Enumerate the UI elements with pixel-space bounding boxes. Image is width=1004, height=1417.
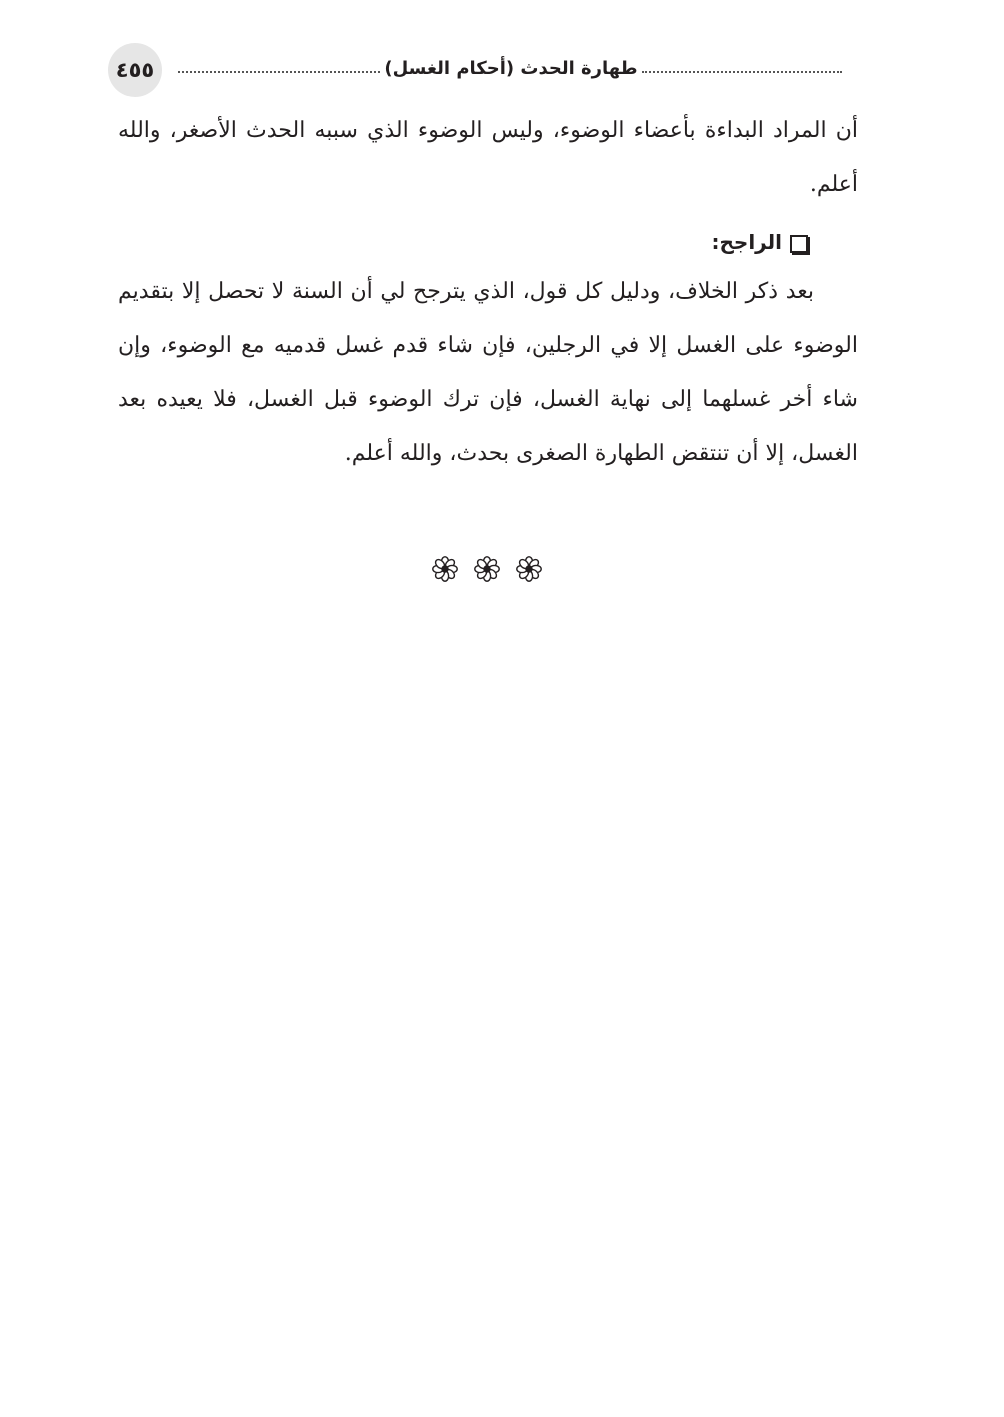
running-title: طهارة الحدث (أحكام الغسل) xyxy=(384,58,638,79)
flower-ornament-icon xyxy=(516,556,542,582)
section-heading-label: الراجح: xyxy=(711,230,782,254)
header-dotted-leader-left xyxy=(178,71,380,73)
flower-ornament-icon xyxy=(432,556,458,582)
section-separator xyxy=(432,552,542,586)
page-number: ٤٥٥ xyxy=(108,43,162,97)
paragraph-text: أن المراد البداءة بأعضاء الوضوء، وليس الوضوء الذي سببه الحدث الأصغر، والله أعلم. xyxy=(118,118,858,197)
body-paragraph-1 xyxy=(118,104,858,212)
body-paragraph-2 xyxy=(118,265,858,481)
section-heading xyxy=(480,222,808,262)
flower-ornament-icon xyxy=(474,556,500,582)
paragraph-text: بعد ذكر الخلاف، ودليل كل قول، الذي يترجح لي أن السنة لا تحصل إلا بتقديم الوضوء على الغسل إلا في الرجلين، فإن شاء قدم غسل قدميه مع الوضوء، وإن شاء أخر غسلهما إلى نهاية الغسل، فإن ترك الوضوء قبل الغسل، فلا يعيده بعد الغسل، إلا أن تنتقض الطهارة الصغرى بحدث، والله أعلم. xyxy=(118,279,858,466)
square-box-icon xyxy=(790,235,808,253)
header-dotted-leader-right xyxy=(642,71,842,73)
